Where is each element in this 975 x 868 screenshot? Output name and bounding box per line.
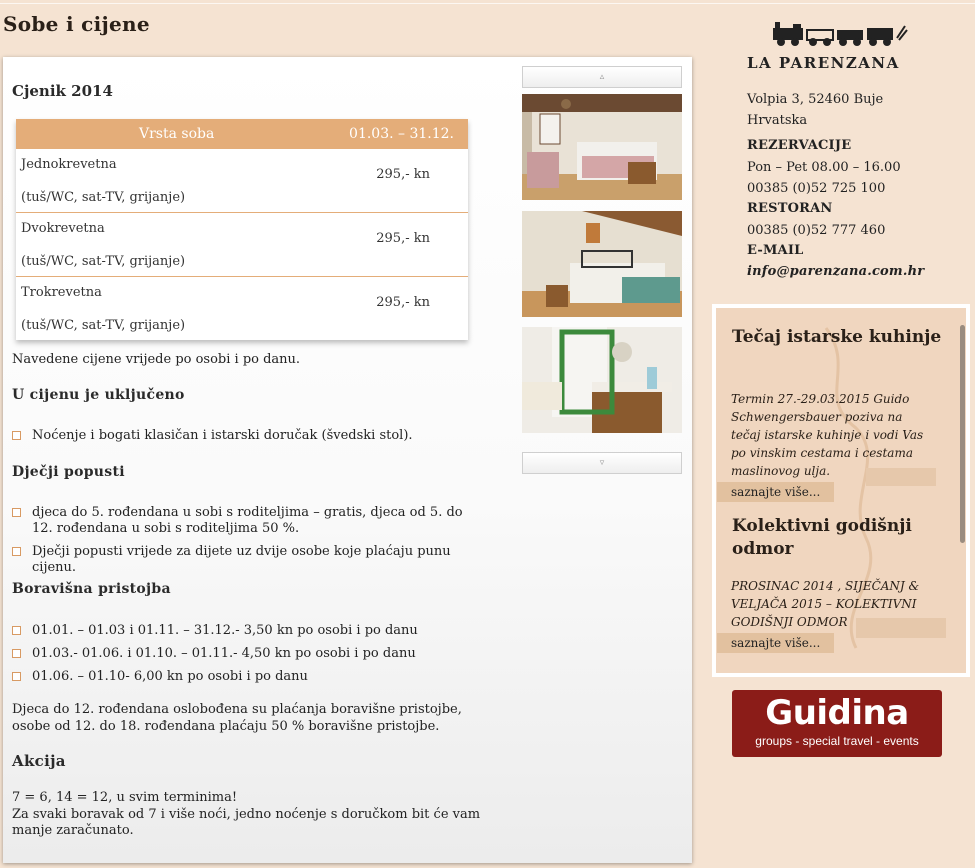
list-item: [12, 669, 482, 685]
room-price: 295,- kn: [299, 149, 468, 213]
room-photo-2[interactable]: [522, 211, 682, 317]
reservations-label: REZERVACIJE: [747, 138, 852, 153]
promo-line1: 7 = 6, 14 = 12, u svim terminima!: [12, 790, 238, 805]
news-box: [712, 304, 970, 677]
room-price: 295,- kn: [299, 213, 468, 277]
guidina-tagline: groups - special travel - events: [755, 734, 919, 748]
tax-note-line1: Djeca do 12. rođendana oslobođena su plaćanja boravišne pristojbe,: [12, 702, 462, 717]
chevron-up-icon: ▵: [599, 72, 605, 82]
chevron-down-icon: ▿: [599, 458, 605, 468]
bullet-icon: [12, 672, 21, 681]
address-line2: Hrvatska: [747, 113, 808, 128]
logo-text: LA PARENZANA: [747, 54, 900, 72]
room-price: 295,- kn: [376, 295, 430, 310]
room-name: Trokrevetna: [21, 285, 102, 300]
guidina-logo: Guidina: [765, 693, 909, 733]
room-photo-3[interactable]: [522, 327, 682, 433]
main-content-panel: [3, 57, 692, 863]
news-title-2[interactable]: Kolektivni godišnji odmor: [732, 516, 912, 559]
list-item-text: 01.03.- 01.06. i 01.10. – 01.11.- 4,50 kn po osobi i po danu: [32, 646, 416, 661]
bullet-icon: [12, 626, 21, 635]
bullet-icon: [12, 649, 21, 658]
price-note: Navedene cijene vrijede po osobi i po danu.: [12, 352, 301, 367]
page-title: Sobe i cijene: [3, 12, 150, 36]
read-more-button-1[interactable]: saznajte više...: [717, 482, 834, 502]
children-list: [12, 505, 482, 583]
column-period: 01.03. – 31.12.: [299, 119, 468, 149]
address-line1: Volpia 3, 52460 Buje: [747, 92, 884, 107]
list-item: [12, 505, 482, 537]
bullet-icon: [12, 431, 21, 440]
list-item-text: Noćenje i bogati klasičan i istarski doručak (švedski stol).: [32, 428, 413, 443]
room-name: Jednokrevetna: [21, 157, 117, 172]
room-details: (tuš/WC, sat-TV, grijanje): [21, 190, 186, 205]
list-item: [12, 428, 482, 444]
room-details: (tuš/WC, sat-TV, grijanje): [21, 318, 186, 333]
room-details: (tuš/WC, sat-TV, grijanje): [21, 254, 186, 269]
email-label: E-MAIL: [747, 243, 804, 258]
room-cell: [16, 213, 299, 277]
list-item-text: 01.01. – 01.03 i 01.11. – 31.12.- 3,50 kn po osobi i po danu: [32, 623, 418, 638]
news-title-1[interactable]: Tečaj istarske kuhinje: [732, 327, 942, 347]
table-row: [16, 277, 468, 341]
list-item: [12, 544, 482, 576]
table-row: [16, 213, 468, 277]
included-list: [12, 428, 482, 451]
reservations-hours: Pon – Pet 08.00 – 16.00: [747, 160, 901, 175]
room-photo-1[interactable]: [522, 94, 682, 200]
room-name: Dvokrevetna: [21, 221, 105, 236]
price-list-title: Cjenik 2014: [12, 82, 113, 100]
restaurant-phone: 00385 (0)52 777 460: [747, 223, 886, 238]
list-item-text: djeca do 5. rođendana u sobi s roditeljima – gratis, djeca od 5. do 12. rođendana u sobi s roditeljima 50 %.: [32, 505, 463, 536]
table-row: [16, 149, 468, 213]
list-item-text: 01.06. – 01.10- 6,00 kn po osobi i po danu: [32, 669, 308, 684]
tax-list: [12, 623, 482, 692]
tax-title: Boravišna pristojba: [12, 581, 171, 597]
list-item: [12, 646, 482, 662]
gallery-down-button[interactable]: [522, 452, 682, 474]
restaurant-label: RESTORAN: [747, 201, 833, 216]
list-item: [12, 623, 482, 639]
included-title: U cijenu je uključeno: [12, 387, 185, 403]
bullet-icon: [12, 547, 21, 556]
room-cell: [16, 149, 299, 213]
guidina-banner[interactable]: [732, 690, 942, 757]
promo-line3: manje zaračunato.: [12, 823, 134, 838]
la-parenzana-logo[interactable]: [747, 22, 927, 72]
price-table-header: [16, 119, 468, 149]
list-item-text: Dječji popusti vrijede za dijete uz dvije osobe koje plaćaju punu cijenu.: [32, 544, 451, 575]
train-icon: [747, 22, 927, 46]
email-link[interactable]: info@parenzana.com.hr: [747, 264, 925, 279]
news-text-2: PROSINAC 2014 , SIJEČANJ & VELJAČA 2015 – KOLEKTIVNI GODIŠNJI ODMOR: [731, 579, 920, 629]
price-table: [16, 119, 468, 340]
news-text-1: Termin 27.-29.03.2015 Guido Schwengersbauer poziva na tečaj istarske kuhinje i vodi Vas po vinskim cestama i cestama maslinovog ulja.: [731, 392, 924, 478]
top-divider: [0, 3, 975, 4]
bullet-icon: [12, 508, 21, 517]
read-more-button-2[interactable]: saznajte više...: [717, 633, 834, 653]
reservations-phone: 00385 (0)52 725 100: [747, 181, 886, 196]
tax-note-line2: osobe od 12. do 18. rođendana plaćaju 50 % boravišne pristojbe.: [12, 719, 440, 734]
gallery-up-button[interactable]: [522, 66, 682, 88]
children-title: Dječji popusti: [12, 464, 125, 480]
room-cell: [16, 277, 299, 341]
promo-title: Akcija: [12, 752, 66, 770]
promo-line2: Za svaki boravak od 7 i više noći, jedno noćenje s doručkom bit će vam: [12, 807, 481, 822]
news-scrollbar[interactable]: [960, 325, 965, 543]
column-room-type: Vrsta soba: [16, 119, 299, 149]
